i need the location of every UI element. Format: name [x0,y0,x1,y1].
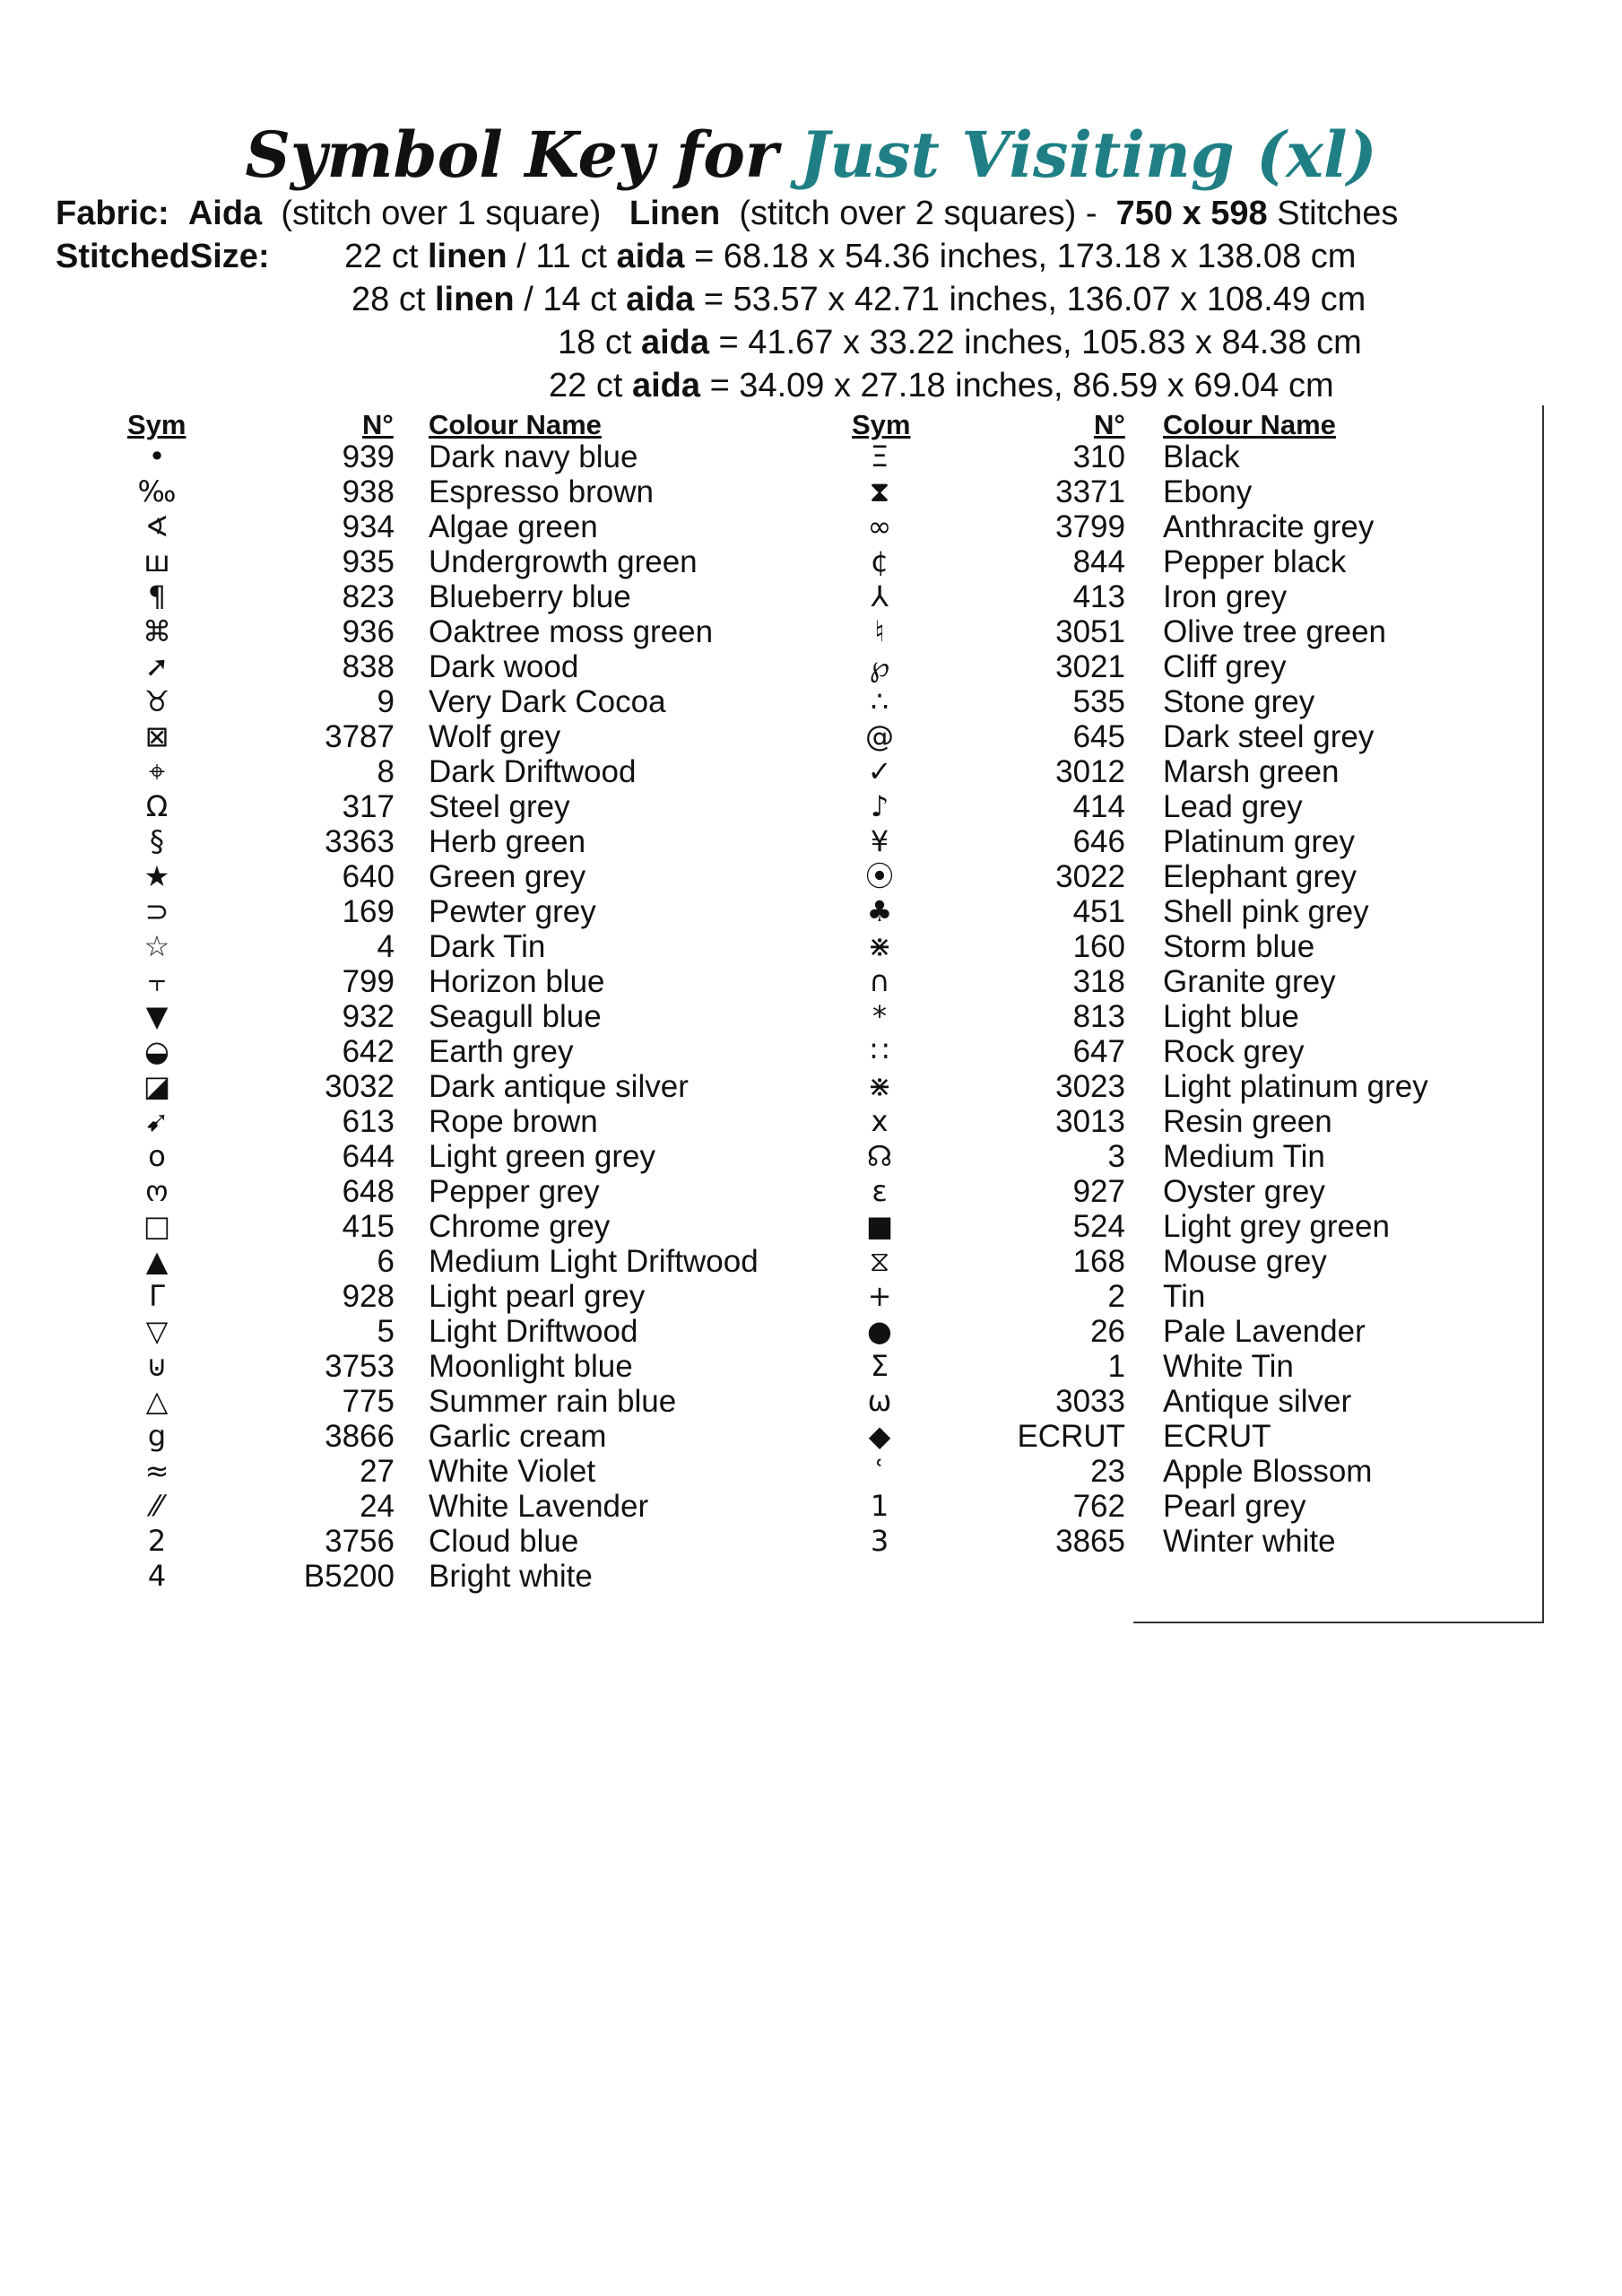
thread-number-left: 3756 [325,1524,395,1559]
stitched-size-line: 22 ct linen / 11 ct aida = 68.18 x 54.36 inches, 173.18 x 138.08 cm [344,238,1357,275]
symbol-left: ⌘ [143,614,171,648]
colour-name-right: ECRUT [1163,1419,1271,1454]
thread-number-left: 415 [342,1209,395,1244]
thread-number-left: 317 [342,789,395,824]
thread-number-right: 813 [1072,999,1125,1034]
thread-number-left: 775 [342,1384,395,1419]
colour-name-left: Wolf grey [429,719,561,754]
colour-name-right: Rock grey [1163,1034,1305,1069]
symbol-right: ⋇ [867,1069,892,1103]
stitched-size-label: StitchedSize: [56,238,270,275]
colour-name-left: Light pearl grey [429,1279,646,1314]
thread-number-left: 644 [342,1139,395,1174]
symbol-right: 3 [870,1524,889,1558]
header-name-left: Colour Name [429,409,602,440]
colour-name-right: Light platinum grey [1163,1069,1428,1104]
colour-name-right: Pearl grey [1163,1489,1306,1524]
colour-name-right: Pepper black [1163,544,1347,579]
header-num-right: N° [1094,409,1125,440]
thread-number-left: 3866 [325,1419,395,1454]
thread-number-right: 3021 [1055,649,1125,684]
thread-number-left: 928 [342,1279,395,1314]
thread-number-left: 4 [377,929,395,964]
thread-number-left: 3032 [325,1069,395,1104]
header-sym-right: Sym [852,409,911,440]
symbol-right: ¥ [870,824,889,858]
symbol-right: ℘ [869,649,890,683]
symbol-right: ⅄ [871,579,889,613]
fabric-label: Fabric: [56,195,169,232]
colour-name-left: Herb green [429,824,586,859]
colour-name-right: Iron grey [1163,579,1288,614]
thread-number-right: 3022 [1055,859,1125,894]
fabric-aida: Aida [187,195,263,232]
thread-number-left: 935 [342,544,395,579]
symbol-right: ☊ [866,1139,893,1173]
colour-name-left: White Violet [429,1454,596,1489]
symbol-right: ♣ [866,894,893,928]
thread-number-right: 646 [1072,824,1125,859]
colour-name-right: Mouse grey [1163,1244,1327,1279]
colour-name-right: Resin green [1163,1104,1332,1139]
symbol-left: ⁄⁄ [152,1489,162,1523]
symbol-left: ▲ [145,1244,169,1278]
colour-name-left: Horizon blue [429,964,605,999]
symbol-left: ∢ [144,509,169,544]
thread-number-right: 451 [1072,894,1125,929]
colour-name-right: Dark steel grey [1163,719,1375,754]
thread-number-right: 310 [1072,439,1125,474]
symbol-right: ✓ [867,754,892,788]
thread-number-right: 3012 [1055,754,1125,789]
symbol-right: * [872,999,887,1033]
symbol-left: ⌖ [148,754,166,788]
colour-name-left: Pewter grey [429,894,596,929]
symbol-right: x [871,1104,889,1138]
colour-name-left: Espresso brown [429,474,654,509]
thread-number-left: 613 [342,1104,395,1139]
thread-number-right: 762 [1072,1489,1125,1524]
thread-number-right: 3 [1107,1139,1125,1174]
symbol-right: ε [872,1174,888,1208]
symbol-right: Ξ [870,439,889,474]
thread-number-right: ECRUT [1017,1419,1125,1454]
symbol-right: ∴ [870,684,889,718]
colour-name-left: Earth grey [429,1034,574,1069]
colour-name-right: Cliff grey [1163,649,1287,684]
colour-name-left: Dark navy blue [429,439,638,474]
thread-number-left: 3753 [325,1349,395,1384]
symbol-left: 2 [147,1524,167,1558]
symbol-left: ◒ [144,1034,169,1068]
symbol-left: ო [145,1174,169,1208]
colour-name-right: Lead grey [1163,789,1303,824]
symbol-right: ■ [865,1209,894,1243]
symbol-left: Γ [149,1279,165,1313]
symbol-right: ω [867,1384,892,1418]
thread-number-left: 27 [360,1454,395,1489]
symbol-left: § [150,824,164,858]
colour-name-left: White Lavender [429,1489,649,1524]
thread-number-left: 648 [342,1174,395,1209]
symbol-left: ▽ [145,1314,169,1348]
colour-name-left: Green grey [429,859,586,894]
symbol-left: ☆ [143,929,170,963]
thread-number-left: B5200 [303,1559,395,1594]
colour-name-right: Pale Lavender [1163,1314,1366,1349]
thread-number-left: 938 [342,474,395,509]
symbol-right: @ [865,719,894,753]
symbol-right: 1 [870,1489,889,1523]
thread-number-right: 3051 [1055,614,1125,649]
colour-name-right: Marsh green [1163,754,1340,789]
symbol-left: ⊃ [144,894,169,928]
symbol-left: g [147,1419,167,1453]
stitched-size-line: 28 ct linen / 14 ct aida = 53.57 x 42.71 inches, 136.07 x 108.49 cm [351,281,1366,318]
colour-name-right: Black [1163,439,1240,474]
stitch-count: 750 x 598 [1115,195,1268,232]
symbol-right: ⦿ [864,859,894,893]
symbol-right: ● [867,1314,892,1348]
symbol-right: ◆ [868,1419,891,1453]
thread-number-right: 645 [1072,719,1125,754]
thread-number-right: 524 [1072,1209,1125,1244]
thread-number-left: 640 [342,859,395,894]
thread-number-right: 26 [1090,1314,1125,1349]
thread-number-left: 5 [377,1314,395,1349]
symbol-left: ‰ [137,474,177,509]
colour-name-left: Rope brown [429,1104,598,1139]
thread-number-right: 3799 [1055,509,1125,544]
thread-number-right: 1 [1107,1349,1125,1384]
symbol-left: □ [143,1209,171,1243]
stitched-size-line: 18 ct aida = 41.67 x 33.22 inches, 105.83 x 84.38 cm [558,324,1362,361]
colour-name-left: Seagull blue [429,999,602,1034]
thread-number-left: 642 [342,1034,395,1069]
colour-name-right: Shell pink grey [1163,894,1369,929]
colour-name-right: Storm blue [1163,929,1315,964]
colour-name-left: Garlic cream [429,1419,607,1454]
thread-number-left: 3363 [325,824,395,859]
symbol-right: ⋇ [867,929,892,963]
colour-name-left: Very Dark Cocoa [429,684,666,719]
symbol-left: ⊍ [146,1349,168,1383]
colour-name-left: Chrome grey [429,1209,611,1244]
thread-number-left: 936 [342,614,395,649]
colour-name-left: Dark antique silver [429,1069,689,1104]
symbol-left: ¶ [147,579,167,613]
colour-name-right: Elephant grey [1163,859,1357,894]
thread-number-right: 3013 [1055,1104,1125,1139]
symbol-left: ◪ [143,1069,171,1103]
thread-number-right: 168 [1072,1244,1125,1279]
symbol-left: ★ [143,859,170,893]
colour-name-right: Tin [1163,1279,1206,1314]
colour-name-right: Ebony [1163,474,1253,509]
thread-number-right: 2 [1107,1279,1125,1314]
symbol-right: ∷ [870,1034,889,1068]
symbol-left: ⫟ [148,964,166,998]
symbol-left: 4 [147,1559,167,1593]
thread-number-right: 160 [1072,929,1125,964]
thread-number-left: 934 [342,509,395,544]
thread-number-left: 838 [342,649,395,684]
page-title [0,115,1622,196]
thread-number-right: 535 [1072,684,1125,719]
table-bottom-border [1133,1622,1544,1623]
table-right-border [1542,405,1544,1623]
symbol-left: ▼ [145,999,169,1033]
symbol-right: ∞ [867,509,892,544]
thread-number-left: 6 [377,1244,395,1279]
header-name-right: Colour Name [1163,409,1336,440]
thread-number-left: 3787 [325,719,395,754]
symbol-right: ♪ [870,789,889,823]
colour-name-right: Granite grey [1163,964,1336,999]
pattern-name: Just Visiting (xl) [800,117,1377,192]
stitched-size-line: 22 ct aida = 34.09 x 27.18 inches, 86.59 x 69.04 cm [549,367,1334,404]
title-prefix: Symbol Key for [245,117,778,192]
colour-name-left: Undergrowth green [429,544,698,579]
symbol-right: Σ [870,1349,889,1383]
symbol-left: o [148,1139,166,1173]
colour-name-left: Pepper grey [429,1174,600,1209]
symbol-left: ➹ [144,1104,169,1138]
thread-number-left: 823 [342,579,395,614]
colour-name-right: Medium Tin [1163,1139,1325,1174]
symbol-left: ⊠ [144,719,169,753]
symbol-left: ➚ [144,649,169,683]
symbol-left: ♉ [143,684,170,718]
colour-name-right: Light grey green [1163,1209,1390,1244]
thread-number-right: 413 [1072,579,1125,614]
colour-name-right: White Tin [1163,1349,1294,1384]
stitches-label: Stitches [1277,195,1399,232]
thread-number-right: 3865 [1055,1524,1125,1559]
fabric-linen-note: (stitch over 2 squares) - [739,195,1097,232]
symbol-right: ∩ [869,964,890,998]
colour-name-left: Light Driftwood [429,1314,638,1349]
colour-name-left: Algae green [429,509,598,544]
colour-name-right: Winter white [1163,1524,1336,1559]
colour-name-left: Steel grey [429,789,570,824]
thread-number-left: 932 [342,999,395,1034]
symbol-right: ⧖ [869,1244,890,1278]
thread-number-right: 23 [1090,1454,1125,1489]
thread-number-right: 318 [1072,964,1125,999]
symbol-left: ≈ [144,1454,169,1488]
fabric-line [56,192,1398,235]
colour-name-left: Cloud blue [429,1524,579,1559]
symbol-right: ♮ [874,614,885,648]
colour-name-left: Dark wood [429,649,579,684]
thread-number-right: 414 [1072,789,1125,824]
colour-name-left: Bright white [429,1559,593,1594]
colour-name-left: Oaktree moss green [429,614,714,649]
thread-number-right: 3033 [1055,1384,1125,1419]
header-sym-left: Sym [127,409,186,440]
symbol-left: • [148,439,166,474]
thread-number-left: 9 [377,684,395,719]
colour-name-right: Antique silver [1163,1384,1352,1419]
thread-number-left: 169 [342,894,395,929]
colour-name-left: Moonlight blue [429,1349,633,1384]
colour-name-right: Platinum grey [1163,824,1355,859]
thread-number-right: 844 [1072,544,1125,579]
thread-number-right: 3023 [1055,1069,1125,1104]
thread-number-left: 799 [342,964,395,999]
colour-name-right: Light blue [1163,999,1299,1034]
thread-number-left: 24 [360,1489,395,1524]
thread-number-right: 927 [1072,1174,1125,1209]
colour-name-right: Stone grey [1163,684,1315,719]
symbol-right: ¢ [870,544,889,578]
colour-name-right: Oyster grey [1163,1174,1325,1209]
thread-number-right: 3371 [1055,474,1125,509]
colour-name-left: Dark Tin [429,929,546,964]
symbol-right: ʿ [875,1454,884,1488]
colour-name-left: Medium Light Driftwood [429,1244,759,1279]
colour-name-left: Light green grey [429,1139,655,1174]
thread-number-left: 8 [377,754,395,789]
symbol-left: Ω [145,789,169,823]
colour-name-right: Anthracite grey [1163,509,1375,544]
thread-number-left: 939 [342,439,395,474]
symbol-right: + [867,1279,892,1313]
colour-name-right: Apple Blossom [1163,1454,1373,1489]
colour-name-left: Summer rain blue [429,1384,677,1419]
symbol-left: ш [143,544,170,578]
colour-name-left: Blueberry blue [429,579,631,614]
colour-name-left: Dark Driftwood [429,754,637,789]
fabric-linen: Linen [629,195,721,232]
header-num-left: N° [362,409,394,440]
colour-name-right: Olive tree green [1163,614,1387,649]
symbol-right: ⧗ [869,474,890,509]
fabric-aida-note: (stitch over 1 square) [281,195,602,232]
thread-number-right: 647 [1072,1034,1125,1069]
symbol-left: △ [145,1384,169,1418]
